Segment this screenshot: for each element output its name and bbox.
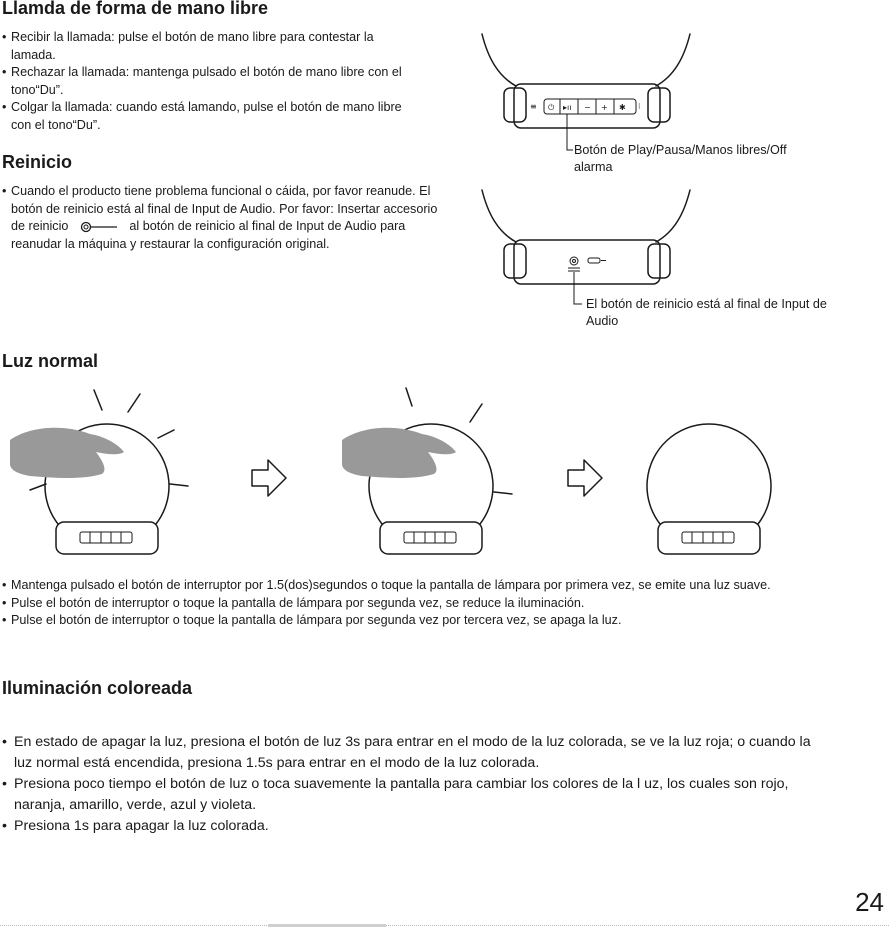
bottom-rule: [0, 925, 889, 926]
hand-icon: [10, 428, 124, 478]
llamada-list: [2, 29, 412, 135]
list-item: • Recibir la llamada: pulse el botón de mano libre para contestar la lamada.: [2, 29, 412, 64]
lamp-bright-figure: [10, 382, 210, 562]
iluminacion-list: [2, 732, 822, 837]
arrow-right-icon: [250, 458, 290, 498]
list-item: • Pulse el botón de interruptor o toque la pantalla de lámpara por segunda vez por tercera vez, se apaga la luz.: [2, 612, 842, 630]
mic-icon: ≡: [530, 102, 537, 111]
list-item: • Colgar la llamada: cuando está lamando, pulse el botón de mano libre con el tono“Du”.: [2, 99, 412, 134]
list-item: • En estado de apagar la luz, presiona el botón de luz 3s para entrar en el modo de la luz colorada, se ve la luz roja; o cuando la luz normal está encendida, presiona 1.5s para entrar en el modo de la luz colorada.: [2, 732, 822, 774]
arrow-right-icon: [566, 458, 606, 498]
lamp-dim-figure: [322, 382, 522, 562]
hand-icon: [342, 428, 456, 478]
section-title-llamada: Llamda de forma de mano libre: [2, 0, 269, 18]
power-icon: ⏻: [548, 103, 555, 112]
list-item: • Rechazar la llamada: mantenga pulsado el botón de mano libre con el tono“Du”.: [2, 64, 412, 99]
list-item: • Presiona 1s para apagar la luz colorada.: [2, 816, 822, 837]
play-pause-caption: Botón de Play/Pausa/Manos libres/Off alarma: [574, 143, 787, 174]
reinicio-text-part1: Cuando el producto tiene problema funcional o cáida, por favor reanude. El botón de reinicio está al final de Input de Audio. Por favor: Insertar accesorio de reinicio: [11, 184, 438, 234]
section-title-luz-normal: Luz normal: [2, 351, 99, 371]
luz-normal-list: [2, 577, 842, 630]
lamp-off-figure: [630, 382, 790, 562]
section-title-iluminacion: Iluminación coloreada: [2, 678, 193, 698]
usb-port-icon: [588, 258, 600, 263]
audio-input-icon: [570, 257, 578, 265]
minus-icon: −: [584, 103, 591, 112]
led-icon: ⁝: [638, 102, 641, 111]
list-item: • Mantenga pulsado el botón de interruptor por 1.5(dos)segundos o toque la pantalla de lámpara por primera vez, se emite una luz suave.: [2, 577, 842, 595]
reinicio-text-part2: al botón de reinicio al final de Input de Audio para reanudar la máquina y restaurar la configuración original.: [11, 219, 406, 251]
page-number: 24: [855, 887, 884, 917]
play-pause-icon: ▸ıı: [563, 103, 572, 112]
list-item: • Presiona poco tiempo el botón de luz o toca suavemente la pantalla para cambiar los colores de la l uz, los cuales son rojo, naranja, amarillo, verde, azul y violeta.: [2, 774, 822, 816]
reinicio-list: [2, 183, 444, 253]
bluetooth-icon: ✱: [619, 103, 626, 112]
bottom-mark: [268, 924, 386, 927]
reset-tool-icon: [80, 222, 118, 232]
reset-caption: El botón de reinicio está al final de Input de Audio: [586, 297, 827, 328]
section-title-reinicio: Reinicio: [2, 152, 73, 172]
plus-icon: +: [601, 103, 608, 112]
list-item: [2, 183, 444, 253]
list-item: • Pulse el botón de interruptor o toque la pantalla de lámpara por segunda vez, se reduce la iluminación.: [2, 595, 842, 613]
